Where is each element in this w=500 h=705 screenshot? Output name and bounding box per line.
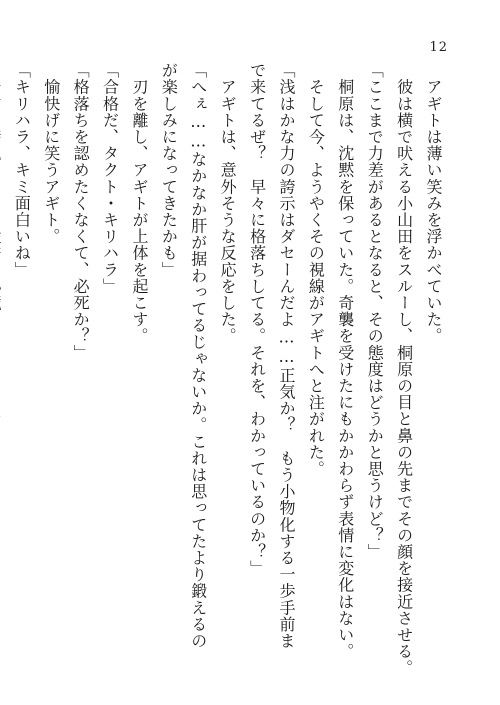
text-line: 「ここまで力差があるとなると、その態度はどうかと思うけど？」	[365, 62, 385, 560]
text-line: アギトは薄い笑みを浮かべていた。	[424, 62, 443, 345]
text-line: 刃を離し、アギトが上体を起こす。	[129, 62, 149, 345]
text-line: そして今、ようやくその視線がアギトへと注がれた。	[306, 62, 326, 477]
text-line	[0, 62, 7, 657]
text-line: 彼は横で吠える小山田をスルーし、桐原の目と鼻の先までその顔を接近させる。	[394, 62, 414, 677]
text-line: 「浅はかな力の誇示はダセーんだよ……正気か？ もう小物化する一歩手前まで来てるぜ？ 早々に格落ちしてる。それを、わかっているのか？」	[247, 62, 296, 649]
vertical-body-text	[12, 62, 448, 677]
text-line: 「格落ちを認めたくなくて、必死か？」	[71, 62, 91, 361]
text-line: アギトは、意外そうな反応をした。	[218, 62, 238, 345]
page-number: 12	[429, 40, 448, 55]
text-line: 桐原は、沈黙を保っていた。奇襲を受けたにもかかわらず表情に変化はない。	[335, 62, 355, 660]
text-line: 「へぇ……なかなか肝が据わってるじゃないか。これは思ってたより鍛えるのが楽しみになってきたかも」	[159, 62, 208, 649]
text-line: 「合格だ、タクト・キリハラ」	[100, 62, 120, 295]
text-line: 愉快げに笑うアギト。	[41, 62, 61, 245]
text-line: 「キリハラ、キミ面白いね」	[12, 62, 32, 278]
